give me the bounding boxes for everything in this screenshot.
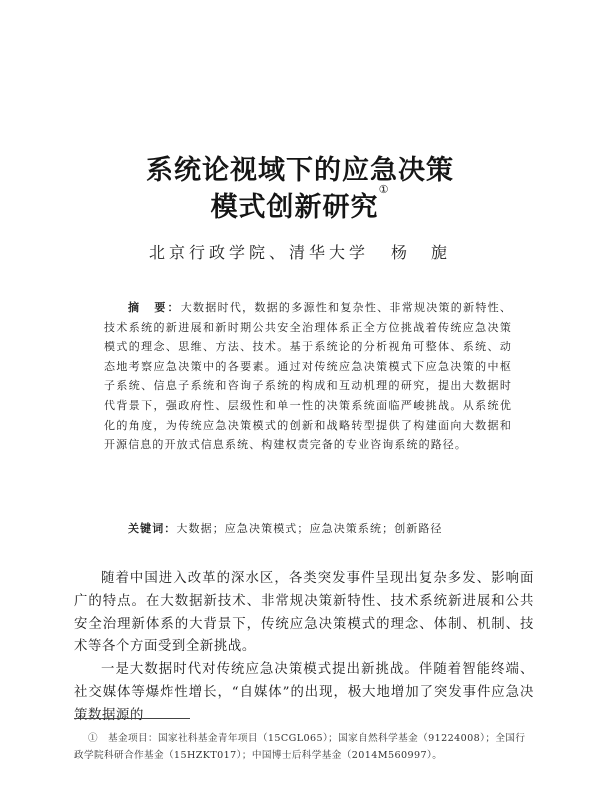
author-line [0,240,600,263]
abstract-text: 大数据时代，数据的多源性和复杂性、非常规决策的新特性、技术系统的新进展和新时期公共安全治理体系正全方位挑战着传统应急决策模式的理念、思维、方法、技术。基于系统论的分析视角可整体、系统、动态地考察应急决策中的各要素。通过对传统应急决策模式下应急决策的中枢子系统、信息子系统和咨询子系统的构成和互动机理的研究，提出大数据时代背景下，强政府性、层级性和单一性的决策系统面临严峻挑战。从系统优化的角度，为传统应急决策模式的创新和战略转型提供了构建面向大数据和开源信息的开放式信息系统、构建权责完备的专业咨询系统的路径。 [104,301,513,452]
body-paragraph-1: 随着中国进入改革的深水区，各类突发事件呈现出复杂多发、影响面广的特点。在大数据新技术、非常规决策新特性、技术系统新进展和公共安全治理新体系的大背景下，传统应急决策模式的理念、体制、机制、技术等各个方面受到全新挑战。 [74,571,534,655]
author-name: 杨 旎 [391,243,452,262]
author-affiliation: 北京行政学院、清华大学 [148,243,369,262]
title-text-1: 系统论视域下的应急决策 [146,155,454,186]
title-footnote-marker[interactable]: ① [378,183,390,196]
keywords-text: 大数据；应急决策模式；应急决策系统；创新路径 [176,522,443,535]
paper-title-line-2 [0,185,600,224]
paper-title-line-1 [0,148,600,187]
body-paragraph-2: 一是大数据时代对传统应急决策模式提出新挑战。伴随着智能终端、社交媒体等爆炸性增长，“自媒体”的出现，极大地增加了突发事件应急决策数据源的 [74,662,534,723]
keywords-label: 关键词： [128,522,177,535]
title-text-2: 模式创新研究 [210,192,379,223]
abstract-label: 摘 要： [128,301,181,314]
abstract-block [104,298,512,455]
keywords-block [128,520,518,536]
footnote: ① 基金项目：国家社科基金青年项目（15CGL065）；国家自然科学基金（91224008）；全国行政学院科研合作基金（15HZKT017）；中国博士后科学基金（2014M560997）。 [74,733,526,761]
footnote-divider [74,718,190,719]
